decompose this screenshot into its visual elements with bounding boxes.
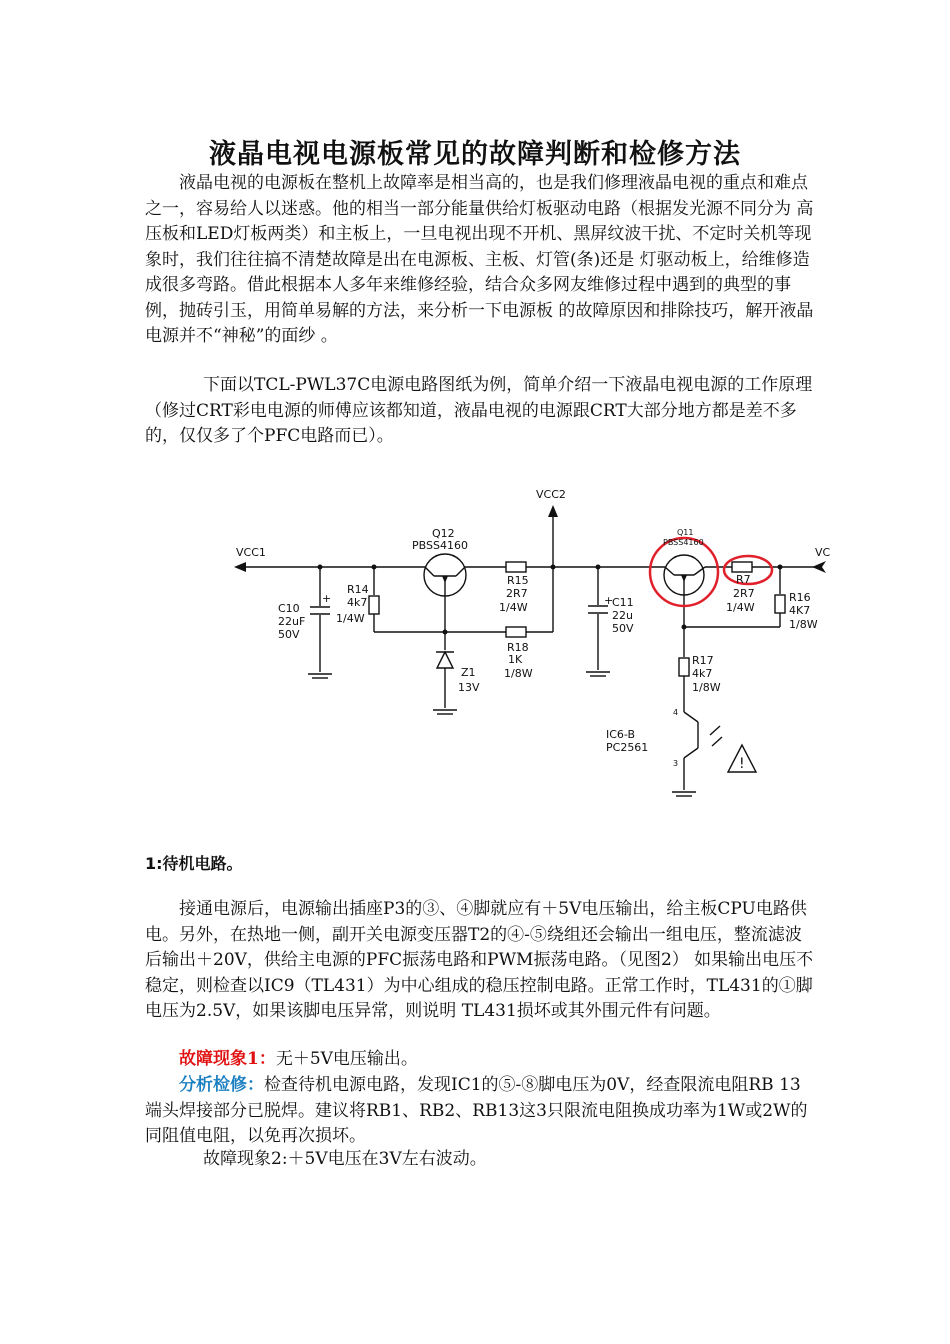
c11-value: 22u [612, 609, 633, 622]
q11-name: Q11 [677, 528, 694, 537]
analysis-paragraph [145, 1073, 815, 1150]
ic6-part: PC2561 [606, 741, 649, 754]
vcc1-label: VCC1 [236, 546, 266, 559]
r7-value: 2R7 [733, 587, 755, 600]
fault2-line: 故障现象2:＋5V电压在3V左右波动。 [203, 1149, 487, 1169]
fault1-label: 故障现象1： [179, 1049, 276, 1069]
r18-value: 1K [508, 653, 523, 666]
r17-power: 1/8W [692, 681, 721, 694]
ic6-pin4: 4 [673, 708, 679, 717]
analysis-text: 检查待机电源电路，发现IC1的⑤-⑧脚电压为0V，经查限流电阻RB 13端头焊接部分已脱焊。建议将RB1、RB2、RB13这3只限流电阻换成功率为1W或2W的同阻值电阻，以免再次损坏。 [145, 1075, 808, 1146]
intro-paragraph: 液晶电视的电源板在整机上故障率是相当高的，也是我们修理液晶电视的重点和难点之一，容易给人以迷惑。他的相当一部分能量供给灯板驱动电路（根据发光源不同分为 高压板和LED灯板两类）和主板上，一旦电视出现不开机、黑屏纹波干扰、不定时关机等现象时，我们往往搞不清楚故障是出在电源板、主板、灯管(条)还是 灯驱动板上，给维修造成很多弯路。借此根据本人多年来维修经验，结合众多网友维修过程中遇到的典型的事例，抛砖引玉，用简单易解的方法，来分析一下电源板 的故障原因和排除技巧，解开液晶电源并不“神秘”的面纱 。 [145, 173, 814, 346]
r18-label: R18 [507, 641, 529, 654]
r16-value: 4K7 [789, 604, 811, 617]
page-title: 液晶电视电源板常见的故障判断和检修方法 [209, 139, 741, 170]
section1-body: 接通电源后，电源输出插座P3的③、④脚就应有＋5V电压输出，给主板CPU电路供电。另外，在热地一侧，副开关电源变压器T2的④-⑤绕组还会输出一组电压，整流滤波后输出＋20V，供给主电源的PFC振荡电路和PWM振荡电路。（见图2） 如果输出电压不稳定，则检查以IC9（TL431）为中心组成的稳压控制电路。正常工作时，TL431的①脚电压为2.5V，如果该脚电压异常，则说明 TL431损坏或其外围元件有问题。 [145, 899, 814, 1021]
r17-value: 4k7 [692, 667, 713, 680]
intro-paragraph-2: 下面以TCL-PWL37C电源电路图纸为例，简单介绍一下液晶电视电源的工作原理（修过CRT彩电电源的师傅应该都知道，液晶电视的电源跟CRT大部分地方都是差不多的，仅仅多了个PFC电路而已）。 [145, 375, 813, 446]
r15-value: 2R7 [506, 587, 528, 600]
c10-plus: + [322, 592, 332, 605]
ic6-label: IC6-B [606, 728, 636, 741]
r16-label: R16 [789, 591, 811, 604]
ic6-pin3: 3 [673, 759, 679, 768]
c11-voltage: 50V [612, 622, 634, 635]
z1-label: Z1 [461, 666, 476, 679]
c10-voltage: 50V [278, 628, 300, 641]
vcc2-label: VCC2 [536, 488, 566, 501]
r7-label: R7 [736, 573, 751, 586]
r16-power: 1/8W [789, 618, 818, 631]
analysis-label: 分析检修： [179, 1075, 264, 1095]
r18-power: 1/8W [504, 667, 533, 680]
z1-voltage: 13V [458, 681, 480, 694]
power-circuit-schematic [0, 470, 950, 820]
c10-value: 22uF [278, 615, 306, 628]
fault1-text: 无＋5V电压输出。 [275, 1049, 418, 1069]
r15-power: 1/4W [499, 601, 528, 614]
c10-label: C10 [278, 602, 300, 615]
c11-plus: + [604, 594, 614, 607]
q11-part: PBSS4160 [663, 538, 704, 547]
r7-power: 1/4W [726, 601, 755, 614]
r17-label: R17 [692, 654, 714, 667]
r14-value: 4k7 [347, 596, 368, 609]
r14-label: R14 [347, 583, 369, 596]
vc-label: VC [815, 546, 831, 559]
c11-label: C11 [612, 596, 634, 609]
r14-power: 1/4W [336, 612, 365, 625]
fault1-line [145, 1047, 815, 1073]
warning-icon: ! [739, 756, 745, 772]
section-heading: 1:待机电路。 [145, 854, 243, 873]
r15-label: R15 [507, 574, 529, 587]
q12-part: PBSS4160 [412, 539, 468, 552]
q12-name: Q12 [432, 527, 455, 540]
